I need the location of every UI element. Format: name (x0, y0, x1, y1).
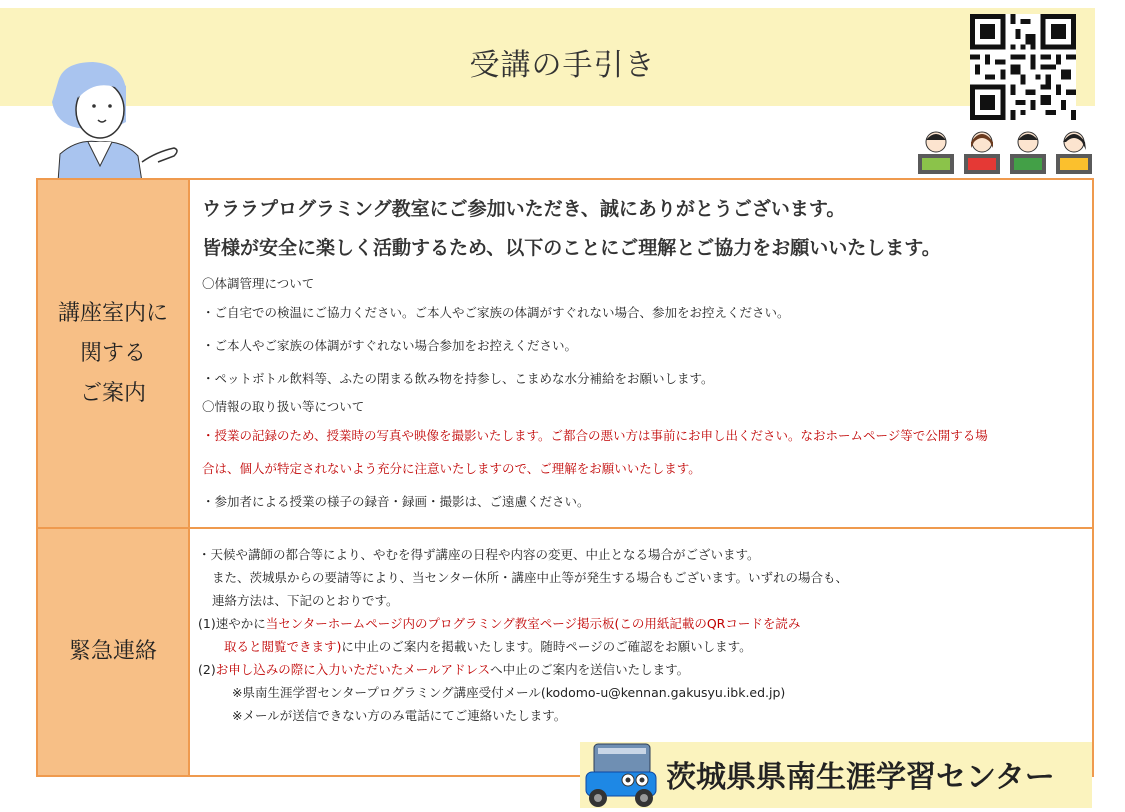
homepage-board-link[interactable]: 当センターホームページ内のプログラミング教室ページ掲示板(この用紙記載のQRコードを読み (265, 616, 801, 631)
emergency-line-email (198, 658, 1084, 681)
heading-line: ご案内 (79, 380, 146, 406)
intro-thanks: ウララプログラミング教室にご参加いただき、誠にありがとうございます。 (202, 198, 846, 220)
info-handling-heading: 〇情報の取り扱い等について (202, 399, 365, 414)
health-item: ・ご本人やご家族の体調がすぐれない場合参加をお控えください。 (202, 338, 578, 353)
section-heading-classroom (37, 179, 189, 528)
emergency-prefix: (1)速やかに (198, 616, 266, 631)
email-suffix: へ中止のご案内を送信いたします。 (490, 662, 690, 677)
section-classroom (37, 179, 1093, 528)
section-heading-emergency: 緊急連絡 (37, 528, 189, 776)
intro-request: 皆様が安全に楽しく活動するため、以下のことにご理解とご協力をお願いいたします。 (202, 237, 941, 259)
emergency-line-homepage (198, 612, 1084, 635)
photo-notice: ・授業の記録のため、授業時の写真や映像を撮影いたします。ご都合の悪い方は事前にお申し出ください。なおホームページ等で公開する場 (202, 428, 988, 443)
reception-email[interactable]: ※県南生涯学習センタープログラミング講座受付メール(kodomo-u@kennan.gakusyu.ibk.ed.jp) (232, 685, 786, 700)
recording-notice: ・参加者による授業の様子の録音・録画・撮影は、ご遠慮ください。 (202, 494, 590, 509)
emergency-line: また、茨城県からの要請等により、当センター休所・講座中止等が発生する場合もございます。いずれの場合も、 (212, 570, 849, 585)
center-name: 茨城県県南生涯学習センター (666, 760, 1055, 795)
emergency-prefix: (2) (198, 662, 216, 677)
guide-table (36, 178, 1094, 777)
emergency-line: ・天候や講師の都合等により、やむを得ず講座の日程や内容の変更、中止となる場合がございます。 (198, 547, 760, 562)
section-body-classroom (189, 179, 1093, 528)
qr-code-icon[interactable] (970, 14, 1076, 120)
registered-email-note: お申し込みの際に入力いただいたメールアドレス (215, 662, 491, 677)
emergency-line: 連絡方法は、下記のとおりです。 (212, 593, 399, 608)
heading-line: 関する (79, 340, 146, 366)
section-emergency (37, 528, 1093, 776)
health-heading: 〇体調管理について (202, 276, 315, 291)
children-at-computers-icon (912, 128, 1102, 180)
emergency-line-homepage-cont (198, 635, 1084, 658)
homepage-suffix: に中止のご案内を掲載いたします。随時ページのご確認をお願いします。 (341, 639, 752, 654)
page-title: 受講の手引き (469, 48, 656, 83)
health-item: ・ペットボトル飲料等、ふたの閉まる飲み物を持参し、こまめな水分補給をお願いします。 (202, 371, 714, 386)
heading-line: 講座室内に (57, 300, 168, 326)
health-item: ・ご自宅での検温にご協力ください。ご本人やご家族の体調がすぐれない場合、参加をお控えください。 (202, 305, 790, 320)
photo-notice-cont: 合は、個人が特定されないよう充分に注意いたしますので、ご理解をお願いいたします。 (202, 461, 701, 476)
teacher-illustration-icon (38, 62, 198, 182)
robot-icon (576, 736, 666, 808)
phone-note: ※メールが送信できない方のみ電話にてご連絡いたします。 (232, 708, 567, 723)
qr-note: 取ると閲覧できます) (224, 639, 342, 654)
